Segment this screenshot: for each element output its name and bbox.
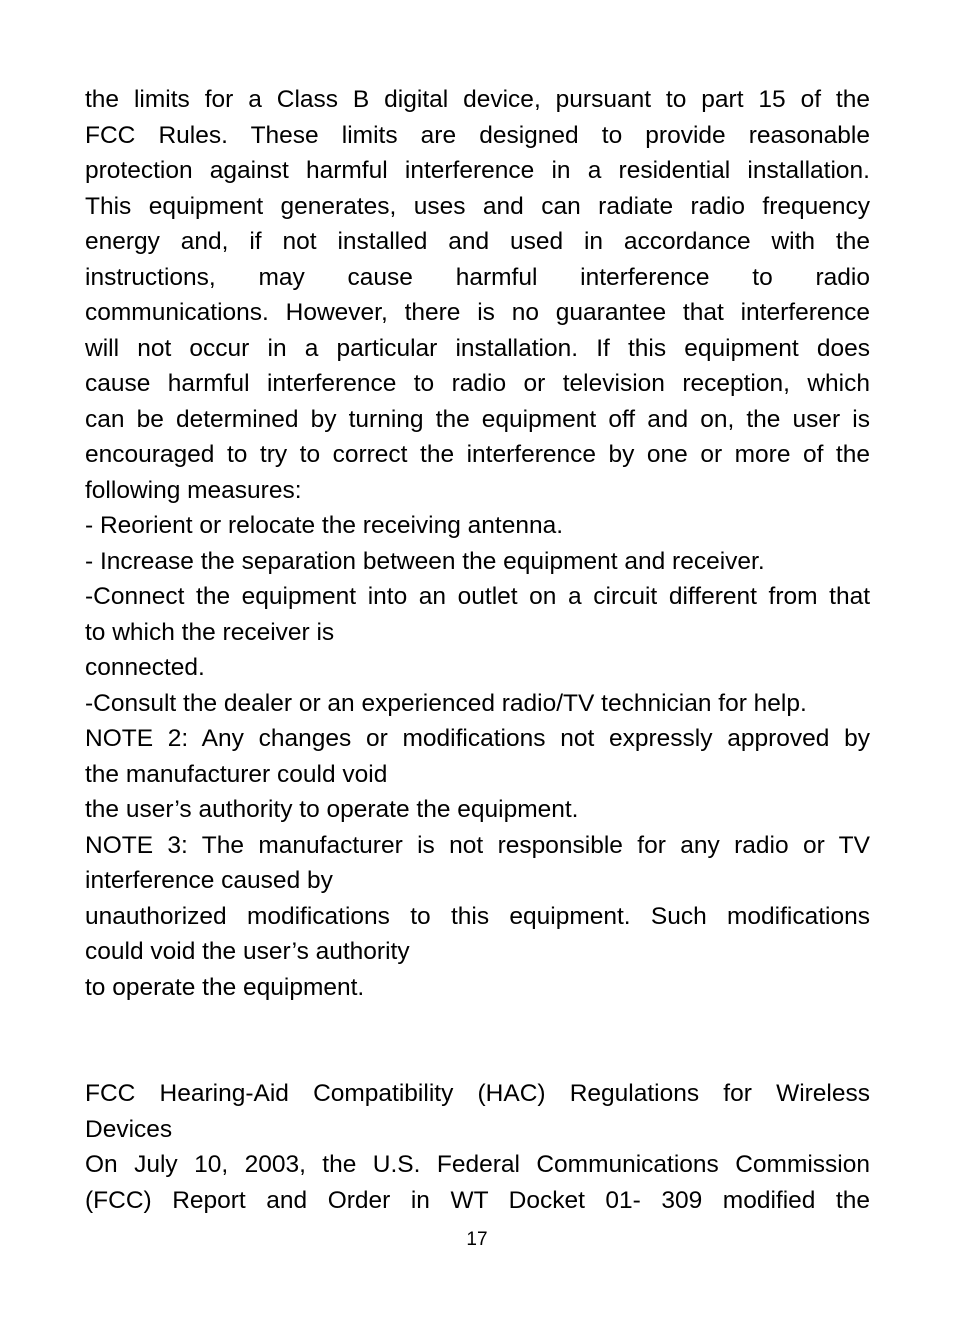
measure-item: -Consult the dealer or an experienced radio/TV technician for help. bbox=[85, 689, 807, 717]
paragraph-line: instructions, may cause harmful interference to radio bbox=[85, 263, 870, 291]
section-title-line: Devices bbox=[85, 1115, 173, 1143]
note-line: to operate the equipment. bbox=[85, 973, 365, 1001]
document-body bbox=[85, 82, 870, 1218]
paragraph-line: following measures: bbox=[85, 476, 302, 504]
page-number: 17 bbox=[466, 1229, 488, 1250]
paragraph-line: (FCC) Report and Order in WT Docket 01- 309 modified the bbox=[85, 1186, 870, 1214]
note-line: interference caused by bbox=[85, 867, 333, 894]
note-line: NOTE 2: Any changes or modifications not expressly approved by bbox=[85, 725, 870, 752]
paragraph-line: encouraged to try to correct the interference by one or more of the bbox=[85, 441, 870, 468]
paragraph-line: This equipment generates, uses and can radiate radio frequency bbox=[85, 192, 870, 220]
note-line: NOTE 3: The manufacturer is not responsible for any radio or TV bbox=[85, 831, 870, 859]
note-2 bbox=[85, 721, 870, 828]
note-3 bbox=[85, 828, 870, 1006]
section-gap bbox=[85, 1005, 870, 1076]
measure-item: - Reorient or relocate the receiving antenna. bbox=[85, 512, 564, 539]
measure-item-continuation: to which the receiver is bbox=[85, 618, 335, 646]
note-line: could void the user’s authority bbox=[85, 938, 410, 965]
paragraph-line: cause harmful interference to radio or television reception, which bbox=[85, 370, 870, 397]
paragraph-line: can be determined by turning the equipment off and on, the user is bbox=[85, 405, 870, 433]
note-line: the user’s authority to operate the equipment. bbox=[85, 796, 579, 823]
note-line: the manufacturer could void bbox=[85, 760, 388, 788]
measures-list bbox=[85, 508, 870, 721]
measure-item-continuation: connected. bbox=[85, 654, 205, 681]
paragraph-line: FCC Rules. These limits are designed to provide reasonable bbox=[85, 121, 870, 149]
hac-paragraph bbox=[85, 1147, 870, 1218]
paragraph-line: energy and, if not installed and used in accordance with the bbox=[85, 228, 870, 255]
measure-item: - Increase the separation between the equipment and receiver. bbox=[85, 547, 765, 575]
fcc-class-b-paragraph bbox=[85, 82, 870, 508]
paragraph-line: protection against harmful interference in a residential installation. bbox=[85, 157, 870, 184]
note-line: unauthorized modifications to this equipment. Such modifications bbox=[85, 902, 870, 930]
paragraph-line: On July 10, 2003, the U.S. Federal Communications Commission bbox=[85, 1151, 870, 1178]
hac-section-title bbox=[85, 1076, 870, 1147]
paragraph-line: will not occur in a particular installation. If this equipment does bbox=[85, 334, 870, 362]
paragraph-line: the limits for a Class B digital device, pursuant to part 15 of the bbox=[85, 86, 870, 113]
section-title-line: FCC Hearing-Aid Compatibility (HAC) Regulations for Wireless bbox=[85, 1080, 870, 1107]
paragraph-line: communications. However, there is no guarantee that interference bbox=[85, 299, 870, 326]
measure-item: -Connect the equipment into an outlet on a circuit different from that bbox=[85, 583, 870, 610]
